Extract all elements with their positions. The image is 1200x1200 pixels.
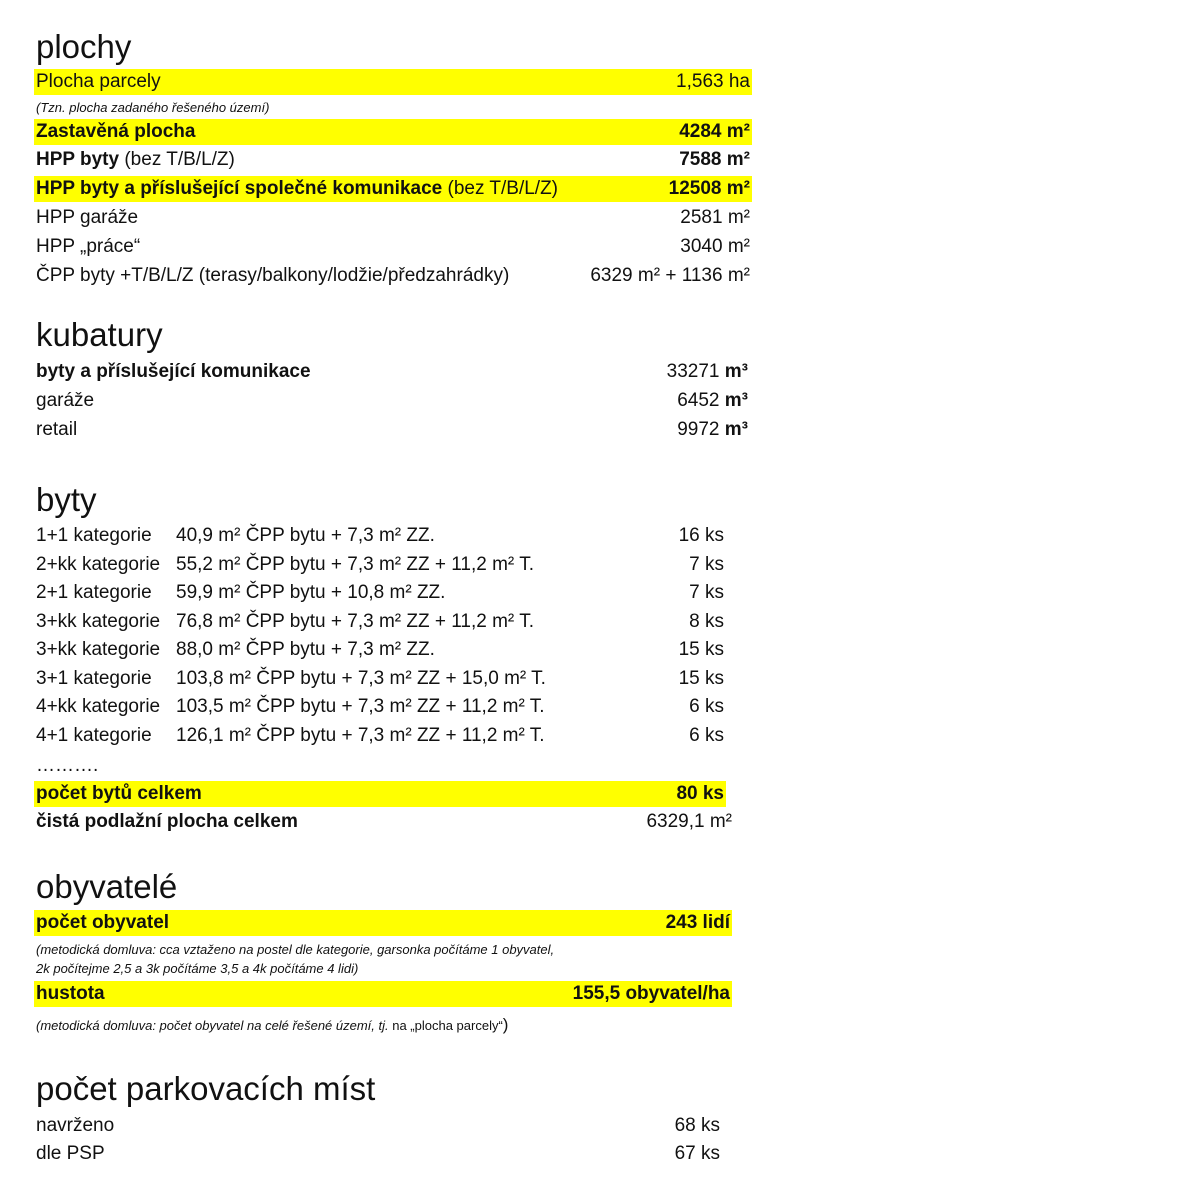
dle-psp-value: 67 ks (674, 1143, 720, 1164)
byty-row-description: 40,9 m² ČPP bytu + 7,3 m² ZZ. (176, 525, 435, 546)
plocha-parcely-value: 1,563 ha (676, 71, 750, 92)
byty-row (36, 580, 726, 606)
section-title-byty: byty (36, 481, 97, 518)
hpp-byty-label (36, 147, 235, 173)
hpp-komunikace-value: 12508 m² (668, 178, 750, 199)
cpp-byty-label: ČPP byty +T/B/L/Z (terasy/balkony/lodžie/předzahrádky) (36, 265, 510, 286)
byty-row-description: 88,0 m² ČPP bytu + 7,3 m² ZZ. (176, 639, 435, 660)
hpp-komunikace-label (36, 176, 558, 202)
byty-row-count: 7 ks (689, 582, 724, 603)
hustota-label: hustota (36, 983, 105, 1004)
hpp-prace-value: 3040 m² (680, 236, 750, 257)
cpp-byty-value: 6329 m² + 1136 m² (590, 265, 750, 286)
byty-row-category: 3+kk kategorie (36, 611, 161, 632)
hustota-note (36, 1016, 508, 1034)
byty-row-description: 103,5 m² ČPP bytu + 7,3 m² ZZ + 11,2 m² T. (176, 696, 545, 717)
pocet-obyvatel-label: počet obyvatel (36, 912, 170, 933)
dle-psp-label: dle PSP (36, 1143, 105, 1164)
cista-plocha-label: čistá podlažní plocha celkem (36, 811, 298, 832)
row-dle-psp (34, 1141, 722, 1167)
hustota-note-plain: na „plocha parcely“ (388, 1018, 503, 1033)
hustota-note-italic: (metodická domluva: počet obyvatel na celé řešené území, tj. (36, 1018, 389, 1033)
byty-row-count: 8 ks (689, 611, 724, 632)
plocha-parcely-note: (Tzn. plocha zadaného řešeného území) (36, 100, 270, 115)
byty-row-category: 4+kk kategorie (36, 696, 161, 717)
row-pocet-obyvatel (34, 910, 732, 936)
section-title-kubatury: kubatury (36, 316, 163, 353)
hpp-byty-label-bold: HPP byty (36, 149, 120, 170)
byty-row-description: 103,8 m² ČPP bytu + 7,3 m² ZZ + 15,0 m² T. (176, 668, 546, 689)
navrzeno-label: navrženo (36, 1115, 115, 1136)
kubatura-garaze-label: garáže (36, 390, 95, 411)
row-hpp-byty (34, 147, 752, 173)
byty-row (36, 637, 726, 663)
kubatura-garaze-value (677, 388, 748, 414)
byty-row-description: 76,8 m² ČPP bytu + 7,3 m² ZZ + 11,2 m² T. (176, 611, 534, 632)
byty-row-category: 1+1 kategorie (36, 525, 152, 546)
row-hpp-garaze (34, 205, 752, 231)
byty-row-category: 3+kk kategorie (36, 639, 161, 660)
cista-plocha-value: 6329,1 m² (646, 811, 732, 832)
byty-row-description: 59,9 m² ČPP bytu + 10,8 m² ZZ. (176, 582, 446, 603)
byty-row-category: 3+1 kategorie (36, 668, 152, 689)
byty-row (36, 523, 726, 549)
hpp-byty-value: 7588 m² (679, 149, 750, 170)
row-zastavena-plocha (34, 119, 752, 145)
row-cpp-byty (34, 263, 752, 289)
kubatura-garaze-unit: m³ (724, 390, 748, 411)
kubatura-retail-unit: m³ (724, 419, 748, 440)
hpp-prace-label: HPP „práce“ (36, 236, 141, 257)
row-hpp-prace (34, 234, 752, 260)
zastavena-plocha-label: Zastavěná plocha (36, 121, 196, 142)
row-pocet-bytu (34, 781, 726, 807)
pocet-bytu-value: 80 ks (676, 783, 724, 804)
section-title-parkovani: počet parkovacích míst (36, 1070, 376, 1107)
kubatura-retail-label: retail (36, 419, 78, 440)
byty-row (36, 694, 726, 720)
byty-ellipsis (36, 753, 236, 779)
byty-row-description: 126,1 m² ČPP bytu + 7,3 m² ZZ + 11,2 m² T. (176, 725, 545, 746)
byty-row-count: 15 ks (678, 639, 724, 660)
pocet-obyvatel-value: 243 lidí (665, 912, 730, 933)
hpp-komunikace-label-bold: HPP byty a příslušející společné komunikace (36, 178, 443, 199)
byty-row (36, 723, 726, 749)
kubatura-byty-number: 33271 (666, 361, 725, 382)
byty-row-category: 4+1 kategorie (36, 725, 152, 746)
byty-row (36, 666, 726, 692)
hpp-garaze-label: HPP garáže (36, 207, 139, 228)
row-kubatura-retail (34, 417, 750, 443)
pocet-bytu-label: počet bytů celkem (36, 783, 202, 804)
kubatura-retail-value (677, 417, 748, 443)
hpp-byty-label-rest: (bez T/B/L/Z) (119, 149, 235, 170)
section-title-plochy: plochy (36, 28, 132, 65)
kubatura-byty-value (667, 359, 748, 385)
hustota-note-paren: ) (502, 1015, 509, 1034)
row-kubatura-garaze (34, 388, 750, 414)
byty-row-count: 15 ks (678, 668, 724, 689)
kubatura-byty-label: byty a příslušející komunikace (36, 361, 311, 382)
byty-row-count: 6 ks (689, 696, 724, 717)
row-plocha-parcely (34, 69, 752, 95)
byty-row (36, 609, 726, 635)
row-kubatura-byty (34, 359, 750, 385)
byty-row-category: 2+kk kategorie (36, 554, 161, 575)
hpp-garaze-value: 2581 m² (680, 207, 750, 228)
navrzeno-value: 68 ks (674, 1115, 720, 1136)
obyvatele-note-line2: 2k počítejme 2,5 a 3k počítáme 3,5 a 4k počítáme 4 lidi) (36, 961, 359, 976)
byty-row-count: 16 ks (678, 525, 724, 546)
byty-row (36, 552, 726, 578)
byty-row-category: 2+1 kategorie (36, 582, 152, 603)
row-hustota (34, 981, 732, 1007)
byty-row-count: 7 ks (689, 554, 724, 575)
row-cista-plocha (34, 809, 734, 835)
kubatura-byty-unit: m³ (724, 361, 748, 382)
row-hpp-komunikace (34, 176, 752, 202)
zastavena-plocha-value: 4284 m² (679, 121, 750, 142)
hustota-value: 155,5 obyvatel/ha (572, 983, 730, 1004)
byty-ellipsis-text: ………. (36, 755, 99, 776)
obyvatele-note-line1: (metodická domluva: cca vztaženo na postel dle kategorie, garsonka počítáme 1 obyvatel, (36, 942, 555, 957)
row-navrzeno (34, 1113, 722, 1139)
byty-row-description: 55,2 m² ČPP bytu + 7,3 m² ZZ + 11,2 m² T. (176, 554, 534, 575)
plocha-parcely-label: Plocha parcely (36, 71, 161, 92)
section-title-obyvatele: obyvatelé (36, 868, 178, 905)
kubatura-garaze-number: 6452 (677, 390, 725, 411)
hpp-komunikace-label-rest: (bez T/B/L/Z) (442, 178, 559, 199)
kubatura-retail-number: 9972 (677, 419, 725, 440)
byty-row-count: 6 ks (689, 725, 724, 746)
